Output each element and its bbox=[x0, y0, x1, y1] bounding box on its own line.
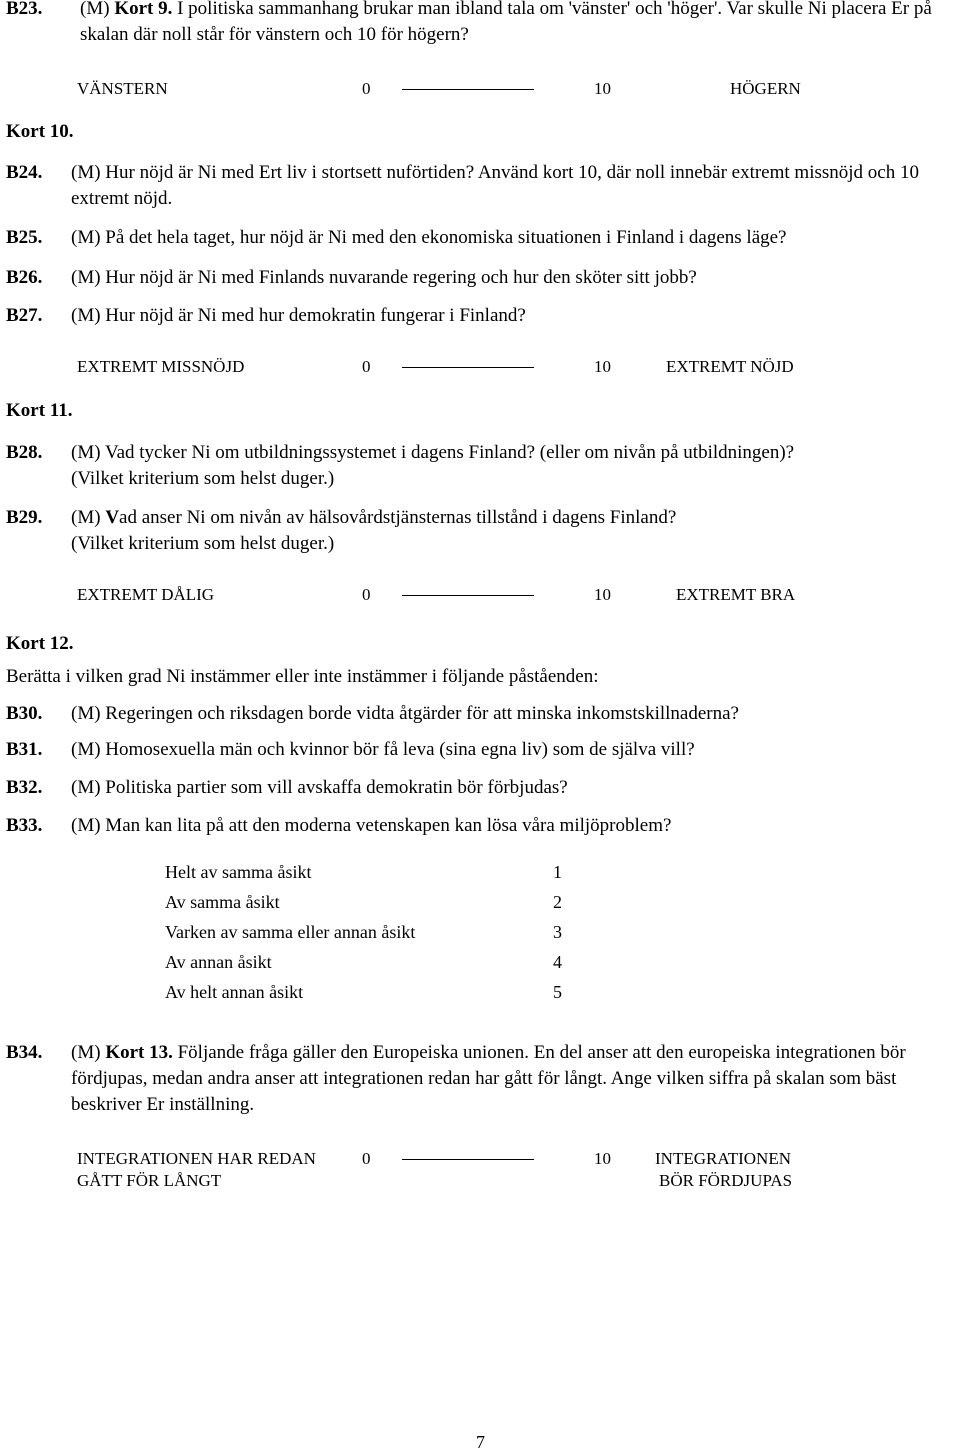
response-option-label: Av samma åsikt bbox=[165, 892, 280, 912]
question-code-b29: B29. bbox=[6, 507, 43, 528]
response-option-value: 4 bbox=[553, 952, 562, 972]
scale-left-extremt-missnojd: EXTREMT MISSNÖJD bbox=[77, 357, 245, 376]
question-code-b24: B24. bbox=[6, 162, 43, 183]
question-code-b28: B28. bbox=[6, 442, 43, 463]
question-code-b26: B26. bbox=[6, 267, 43, 288]
question-code-b30: B30. bbox=[6, 703, 43, 724]
question-code-b25: B25. bbox=[6, 227, 43, 248]
question-b26: (M) Hur nöjd är Ni med Finlands nuvarande regering och hur den sköter sitt jobb? bbox=[71, 267, 697, 288]
scale-right-line1: INTEGRATIONEN bbox=[655, 1149, 791, 1168]
question-b29-prefix: (M) bbox=[71, 507, 106, 528]
scale-min: 0 bbox=[362, 585, 371, 604]
scale-left-extremt-dalig: EXTREMT DÅLIG bbox=[77, 585, 215, 604]
kort-10-heading: Kort 10. bbox=[6, 121, 74, 142]
response-option-label: Varken av samma eller annan åsikt bbox=[165, 922, 416, 942]
question-code-b31: B31. bbox=[6, 739, 43, 760]
question-b31: (M) Homosexuella män och kvinnor bör få leva (sina egna liv) som de själva vill? bbox=[71, 739, 695, 760]
question-b28-line1: (M) Vad tycker Ni om utbildningssystemet i dagens Finland? (eller om nivån på utbildningen)? bbox=[71, 442, 795, 463]
question-b29-line1 bbox=[71, 505, 676, 531]
response-option-value: 1 bbox=[553, 862, 562, 882]
question-b27: (M) Hur nöjd är Ni med hur demokratin fungerar i Finland? bbox=[71, 305, 526, 326]
scale-min: 0 bbox=[362, 1149, 371, 1168]
question-b28-line2: (Vilket kriterium som helst duger.) bbox=[71, 468, 335, 489]
question-code-b33: B33. bbox=[6, 815, 43, 836]
response-option-label: Av helt annan åsikt bbox=[165, 982, 304, 1002]
question-b23-text: I politiska sammanhang brukar man ibland tala om 'vänster' och 'höger'. Var skulle Ni placera Er på skalan där noll står för vänstern och 10 för högern? bbox=[80, 0, 932, 45]
question-b29-line2: (Vilket kriterium som helst duger.) bbox=[71, 533, 335, 554]
question-b24: (M) Hur nöjd är Ni med Ert liv i stortsett nuförtiden? Använd kort 10, där noll innebär extremt missnöjd och 10 extremt nöjd. bbox=[71, 162, 919, 209]
scale-right-line2: BÖR FÖRDJUPAS bbox=[659, 1171, 793, 1190]
scale-line bbox=[402, 89, 534, 90]
response-option-label: Helt av samma åsikt bbox=[165, 862, 312, 882]
question-b25: (M) På det hela taget, hur nöjd är Ni med den ekonomiska situationen i Finland i dagens läge? bbox=[71, 227, 787, 248]
scale-max: 10 bbox=[594, 79, 611, 98]
scale-max: 10 bbox=[594, 1149, 611, 1168]
response-option-value: 5 bbox=[553, 982, 562, 1002]
question-b34 bbox=[71, 1040, 926, 1118]
scale-line bbox=[402, 1159, 534, 1160]
scale-min: 0 bbox=[362, 357, 371, 376]
question-b29-rest: ad anser Ni om nivån av hälsovårdstjänsternas tillstånd i dagens Finland? bbox=[119, 507, 677, 528]
scale-left-vanstern: VÄNSTERN bbox=[77, 79, 168, 98]
scale-line bbox=[402, 367, 534, 368]
kort-11-heading: Kort 11. bbox=[6, 400, 73, 421]
question-b23 bbox=[80, 0, 950, 48]
question-b34-prefix: (M) bbox=[71, 1042, 106, 1063]
scale-right-hogern: HÖGERN bbox=[730, 79, 801, 98]
question-code-b23: B23. bbox=[6, 0, 43, 19]
question-b33: (M) Man kan lita på att den moderna vetenskapen kan lösa våra miljöproblem? bbox=[71, 815, 672, 836]
scale-max: 10 bbox=[594, 357, 611, 376]
question-code-b34: B34. bbox=[6, 1042, 43, 1063]
question-b30: (M) Regeringen och riksdagen borde vidta åtgärder för att minska inkomstskillnaderna? bbox=[71, 703, 739, 724]
scale-line bbox=[402, 595, 534, 596]
question-b23-prefix: (M) bbox=[80, 0, 115, 19]
question-b29-bold-letter: V bbox=[105, 507, 120, 528]
scale-max: 10 bbox=[594, 585, 611, 604]
scale-min: 0 bbox=[362, 79, 371, 98]
question-code-b27: B27. bbox=[6, 305, 43, 326]
question-b34-text: Följande fråga gäller den Europeiska unionen. En del anser att den europeiska integrationen bör fördjupas, medan andra anser att integrationen redan har gått för långt. Ange vilken siffra på skalan som bäst beskriver Er inställning. bbox=[71, 1042, 906, 1115]
question-b32: (M) Politiska partier som vill avskaffa demokratin bör förbjudas? bbox=[71, 777, 568, 798]
scale-left-line1: INTEGRATIONEN HAR REDAN bbox=[77, 1149, 316, 1168]
response-option-value: 3 bbox=[553, 922, 562, 942]
response-option-label: Av annan åsikt bbox=[165, 952, 272, 972]
question-b23-kort: Kort 9. bbox=[114, 0, 173, 19]
question-code-b32: B32. bbox=[6, 777, 43, 798]
response-option-value: 2 bbox=[553, 892, 562, 912]
scale-left-line2: GÅTT FÖR LÅNGT bbox=[77, 1171, 222, 1190]
scale-right-extremt-nojd: EXTREMT NÖJD bbox=[666, 357, 794, 376]
page-number: 7 bbox=[476, 1432, 485, 1452]
question-b34-kort: Kort 13. bbox=[105, 1042, 173, 1063]
kort-12-heading: Kort 12. bbox=[6, 633, 74, 654]
kort-12-intro: Berätta i vilken grad Ni instämmer eller inte instämmer i följande påståenden: bbox=[6, 666, 599, 687]
scale-right-extremt-bra: EXTREMT BRA bbox=[676, 585, 796, 604]
